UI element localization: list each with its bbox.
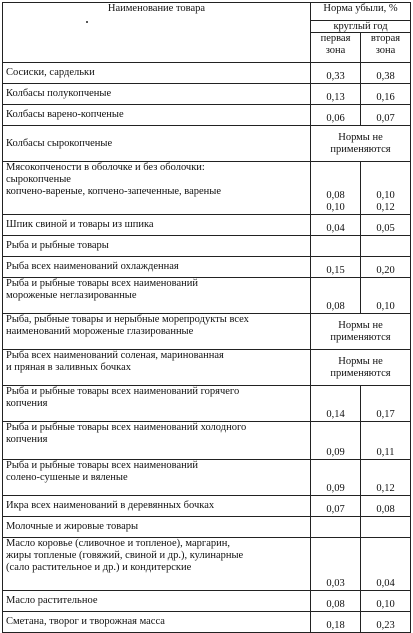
text-line: Сосиски, сардельки (6, 67, 95, 78)
not-applicable-cell: Нормы не применяются (311, 314, 411, 350)
zone2-value-cell (361, 591, 411, 612)
text-line: 0,23 (376, 620, 395, 631)
text-line: 0,10 (376, 301, 395, 312)
table-row (3, 278, 411, 314)
text-line: 0,11 (376, 447, 395, 458)
zone2-value-cell (361, 162, 411, 215)
product-name-cell (3, 278, 311, 314)
product-name-cell (3, 496, 311, 517)
text-line: 0,07 (376, 113, 395, 124)
text-line: 0,16 (376, 92, 395, 103)
zone2-value-cell (361, 257, 411, 278)
text-line: копчено-вареные, копчено-запеченные, вареные (6, 186, 222, 197)
text-line: Масло растительное (6, 595, 98, 606)
text-line: и пряная в заливных бочках (6, 362, 131, 373)
zone2-value-cell (361, 63, 411, 84)
header-zone2: вторая зона (370, 33, 401, 56)
table-row (3, 215, 411, 236)
table-row (3, 84, 411, 105)
zone1-value-cell (311, 422, 361, 460)
text-line: 0,08 (326, 301, 345, 312)
text-line: 0,17 (376, 409, 395, 420)
product-name-cell (3, 591, 311, 612)
product-name-cell (3, 63, 311, 84)
product-name-cell (3, 538, 311, 591)
text-line: Рыба, рыбные товары и нерыбные морепродукты всех (6, 314, 249, 325)
text-line: Рыба и рыбные товары всех наименований (6, 278, 198, 289)
text-line: 0,12 (376, 202, 395, 213)
text-line: сырокопченые (6, 174, 71, 185)
zone1-value-cell (311, 84, 361, 105)
text-line: 0,15 (326, 265, 345, 276)
text-line: 0,04 (376, 578, 395, 589)
zone1-value-cell (311, 215, 361, 236)
text-line: Колбасы сырокопченые (6, 137, 113, 149)
zone2-value-cell (361, 386, 411, 422)
text-line: Масло коровье (сливочное и топленое), маргарин, (6, 538, 230, 549)
table-row (3, 538, 411, 591)
table-row (3, 422, 411, 460)
product-name-cell (3, 350, 311, 386)
zone1-value-cell (311, 386, 361, 422)
text-line: Рыба всех наименований охлажденная (6, 261, 179, 272)
text-line: 0,18 (326, 620, 345, 631)
header-zone1-cell (311, 33, 361, 63)
zone1-value-cell (311, 162, 361, 215)
text-line: мороженые неглазированные (6, 290, 137, 301)
text-line: 0,04 (326, 223, 345, 234)
zone2-value-cell (361, 105, 411, 126)
header-row-1 (3, 3, 411, 21)
text-line: солено-сушеные и вяленые (6, 472, 128, 483)
table-row (3, 460, 411, 496)
product-name-cell (3, 314, 311, 350)
zone1-value-cell (311, 517, 361, 538)
header-period-cell (311, 21, 411, 33)
header-norm-cell (311, 3, 411, 21)
text-line: 0,05 (376, 223, 395, 234)
zone1-value-cell (311, 591, 361, 612)
text-line: 0,13 (326, 92, 345, 103)
zone2-value-cell (361, 215, 411, 236)
table-row (3, 350, 411, 386)
product-name-cell (3, 236, 311, 257)
text-line: 0,07 (326, 504, 345, 515)
text-line: Рыба и рыбные товары всех наименований горячего (6, 386, 240, 397)
table-row (3, 105, 411, 126)
text-line: наименований мороженые глазированные (6, 326, 194, 337)
table-row (3, 612, 411, 633)
text-line: Молочные и жировые товары (6, 521, 139, 532)
norms-table (2, 2, 411, 633)
text-line: Рыба и рыбные товары всех наименований холодного (6, 422, 247, 433)
table-row (3, 314, 411, 350)
zone2-value-cell (361, 538, 411, 591)
text-line: 0,09 (326, 483, 345, 494)
zone1-value-cell (311, 496, 361, 517)
product-name-cell (3, 215, 311, 236)
text-line: 0,08 (326, 599, 345, 610)
header-zone1: первая зона (320, 33, 351, 56)
text-line: Сметана, творог и творожная масса (6, 616, 165, 627)
text-line: 0,38 (376, 71, 395, 82)
text-line: Шпик свиной и товары из шпика (6, 219, 154, 230)
zone2-value-cell (361, 517, 411, 538)
zone1-value-cell (311, 105, 361, 126)
text-line: Рыба и рыбные товары (6, 240, 109, 251)
header-norm: Норма убыли, % (323, 3, 398, 14)
zone1-value-cell (311, 63, 361, 84)
text-line: 0,14 (326, 409, 345, 420)
header-name: Наименование товара (107, 3, 206, 14)
text-line: 0,33 (326, 71, 345, 82)
zone1-value-cell (311, 236, 361, 257)
zone1-value-cell (311, 278, 361, 314)
zone1-value-cell (311, 460, 361, 496)
text-line: копчения (6, 434, 48, 445)
text-line: Колбасы варено-копченые (6, 109, 124, 120)
text-line: 0,12 (376, 483, 395, 494)
text-line: Рыба всех наименований соленая, маринованная (6, 350, 224, 361)
zone2-value-cell (361, 460, 411, 496)
header-zone2-cell (361, 33, 411, 63)
text-line: 0,10 (326, 202, 345, 213)
zone2-value-cell (361, 236, 411, 257)
zone2-value-cell (361, 422, 411, 460)
product-name-cell (3, 126, 311, 162)
product-name-cell (3, 422, 311, 460)
text-line: жиры топленые (говяжий, свиной и др.), кулинарные (6, 550, 244, 561)
product-name-cell (3, 386, 311, 422)
zone1-value-cell (311, 257, 361, 278)
text-line: Икра всех наименований в деревянных бочках (6, 500, 215, 511)
zone1-value-cell (311, 612, 361, 633)
zone2-value-cell (361, 84, 411, 105)
text-line: Колбасы полукопченые (6, 88, 112, 99)
text-line: 0,08 (326, 190, 345, 201)
product-name-cell (3, 460, 311, 496)
product-name-cell (3, 105, 311, 126)
zone2-value-cell (361, 496, 411, 517)
text-line: копчения (6, 398, 48, 409)
text-line: 0,10 (376, 190, 395, 201)
text-line: 0,03 (326, 578, 345, 589)
text-line: Рыба и рыбные товары всех наименований (6, 460, 198, 471)
product-name-cell (3, 84, 311, 105)
table-row (3, 257, 411, 278)
text-line: 0,08 (376, 504, 395, 515)
not-applicable-cell: Нормы не применяются (311, 126, 411, 162)
product-name-cell (3, 517, 311, 538)
text-line: (сало растительное и др.) и кондитерские (6, 562, 192, 573)
table-row (3, 162, 411, 215)
product-name-cell (3, 162, 311, 215)
table-row (3, 63, 411, 84)
table-row (3, 496, 411, 517)
header-name-cell (3, 3, 311, 63)
zone2-value-cell (361, 612, 411, 633)
text-line: 0,06 (326, 113, 345, 124)
zone1-value-cell (311, 538, 361, 591)
table-row (3, 126, 411, 162)
table-row (3, 386, 411, 422)
text-line: 0,09 (326, 447, 345, 458)
table-row (3, 517, 411, 538)
text-line: 0,20 (376, 265, 395, 276)
header-period: круглый год (333, 21, 388, 32)
text-line: 0,10 (376, 599, 395, 610)
table-body (3, 3, 411, 633)
zone2-value-cell (361, 278, 411, 314)
text-line: Мясокопчености в оболочке и без оболочки: (6, 162, 205, 173)
dot-mark (86, 21, 88, 23)
table-row (3, 591, 411, 612)
table-row (3, 236, 411, 257)
product-name-cell (3, 612, 311, 633)
product-name-cell (3, 257, 311, 278)
not-applicable-cell: Нормы не применяются (311, 350, 411, 386)
